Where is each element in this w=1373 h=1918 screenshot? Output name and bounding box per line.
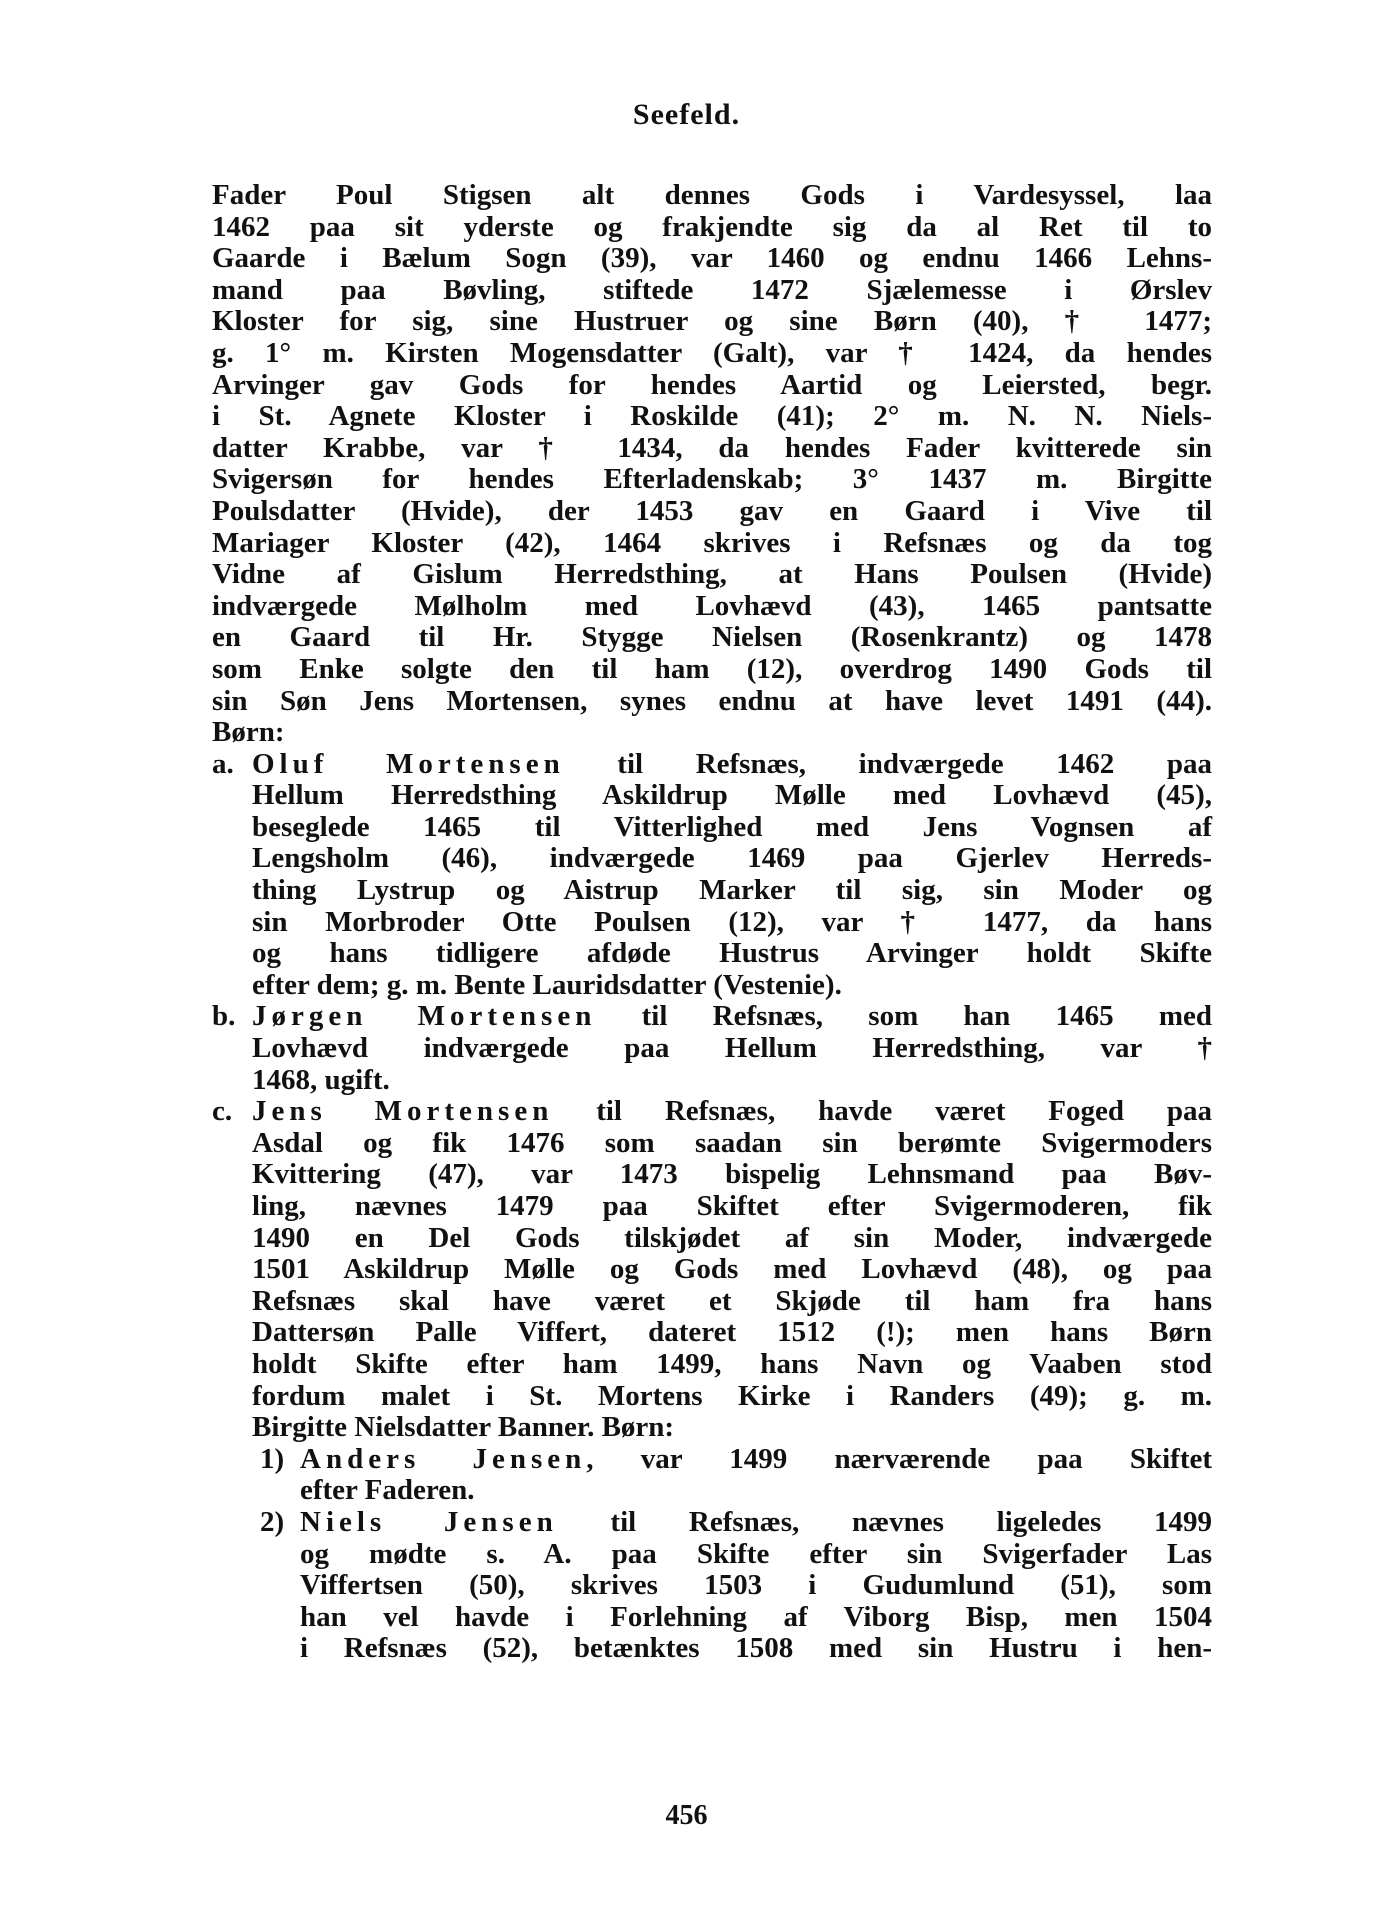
person-name: Jørgen Mortensen: [252, 1000, 597, 1033]
person-name: Anders Jensen: [300, 1442, 587, 1475]
text-line: indværgede Mølholm med Lovhævd (43), 1465 pantsatte: [212, 589, 1212, 622]
person-name: Niels Jensen: [300, 1505, 558, 1538]
text-line: Poulsdatter (Hvide), der 1453 gav en Gaard i Vive til: [212, 494, 1212, 527]
text-line: Hellum Herredsthing Askildrup Mølle med Lovhævd (45),: [252, 779, 1212, 812]
text-line: fordum malet i St. Mortens Kirke i Randers (49); g. m.: [252, 1379, 1212, 1412]
text-line: datter Krabbe, var † 1434, da hendes Fader kvitterede sin: [212, 431, 1212, 464]
child-entry-a: [212, 749, 1212, 1002]
text-line: efter Faderen.: [300, 1474, 475, 1507]
text-line: en Gaard til Hr. Stygge Nielsen (Rosenkrantz) og 1478: [212, 621, 1212, 654]
entry-first-line: [212, 1507, 1212, 1539]
entry-first-line-rest: til Refsnæs, indværgede 1462 paa: [564, 747, 1213, 780]
text-line: Dattersøn Palle Viffert, dateret 1512 (!); men hans Børn: [252, 1316, 1212, 1349]
child-entry-c: [212, 1096, 1212, 1444]
text-line: Lengsholm (46), indværgede 1469 paa Gjerlev Herreds-: [252, 842, 1212, 875]
entry-marker: c.: [212, 1095, 233, 1128]
text-line: sin Søn Jens Mortensen, synes endnu at have levet 1491 (44).: [212, 684, 1212, 717]
entry-first-line: [212, 1096, 1212, 1128]
entry-first-line: [212, 1444, 1212, 1476]
text-line: Fader Poul Stigsen alt dennes Gods i Vardesyssel, laa: [212, 179, 1212, 211]
intro-paragraph: [212, 180, 1212, 749]
text-line: Vidne af Gislum Herredsthing, at Hans Poulsen (Hvide): [212, 558, 1212, 591]
entry-first-line-rest: , var 1499 nærværende paa Skiftet: [586, 1442, 1212, 1475]
entry-first-line-rest: til Refsnæs, som han 1465 med: [596, 1000, 1212, 1033]
grandchild-entry-2: [212, 1507, 1212, 1665]
text-line: ling, nævnes 1479 paa Skiftet efter Svigermoderen, fik: [252, 1190, 1212, 1222]
entry-marker: 2): [260, 1505, 285, 1538]
text-line: Asdal og fik 1476 som saadan sin berømte Svigermoders: [252, 1126, 1212, 1159]
person-name: Jens Mortensen: [252, 1095, 554, 1128]
grandchild-entry-1: [212, 1444, 1212, 1507]
text-line: Lovhævd indværgede paa Hellum Herredsthing, var †: [252, 1032, 1212, 1065]
text-line: 1462 paa sit yderste og frakjendte sig da al Ret til to: [212, 210, 1212, 243]
text-line: Refsnæs skal have været et Skjøde til ham fra hans: [252, 1284, 1212, 1317]
text-line: Kloster for sig, sine Hustruer og sine Børn (40), † 1477;: [212, 305, 1212, 338]
text-line: 1501 Askildrup Mølle og Gods med Lovhævd (48), og paa: [252, 1253, 1212, 1286]
text-line: Gaarde i Bælum Sogn (39), var 1460 og endnu 1466 Lehns-: [212, 242, 1212, 275]
entry-first-line-rest: til Refsnæs, havde været Foged paa: [553, 1095, 1212, 1128]
text-line: og hans tidligere afdøde Hustrus Arvinger holdt Skifte: [252, 937, 1212, 970]
text-line: mand paa Bøvling, stiftede 1472 Sjælemesse i Ørslev: [212, 273, 1212, 306]
text-line: Svigersøn for hendes Efterladenskab; 3° 1437 m. Birgitte: [212, 463, 1212, 496]
text-line: i St. Agnete Kloster i Roskilde (41); 2° m. N. N. Niels-: [212, 400, 1212, 433]
text-line: og mødte s. A. paa Skifte efter sin Svigerfader Las: [300, 1537, 1212, 1570]
text-line: han vel havde i Forlehning af Viborg Bisp, men 1504: [300, 1600, 1212, 1633]
text-line: Arvinger gav Gods for hendes Aartid og Leiersted, begr.: [212, 368, 1212, 401]
entry-marker: 1): [260, 1442, 285, 1475]
page-number: 456: [665, 1800, 708, 1831]
entry-first-line: [212, 749, 1212, 781]
person-name: Oluf Mortensen: [252, 747, 565, 780]
entry-marker: b.: [212, 1000, 236, 1033]
text-line: efter dem; g. m. Bente Lauridsdatter (Vestenie).: [252, 968, 842, 1001]
page-header: Seefeld.: [632, 98, 741, 131]
text-line: thing Lystrup og Aistrup Marker til sig, sin Moder og: [252, 874, 1212, 907]
entry-first-line-rest: til Refsnæs, nævnes ligeledes 1499: [557, 1505, 1212, 1538]
text-line: 1468, ugift.: [252, 1063, 390, 1096]
text-line: Mariager Kloster (42), 1464 skrives i Refsnæs og da tog: [212, 526, 1212, 559]
text-line: g. 1° m. Kirsten Mogensdatter (Galt), var † 1424, da hendes: [212, 336, 1212, 369]
entry-marker: a.: [212, 747, 234, 780]
entry-first-line: [212, 1001, 1212, 1033]
child-entry-b: [212, 1001, 1212, 1096]
body-text: [212, 180, 1212, 1665]
text-line: sin Morbroder Otte Poulsen (12), var † 1477, da hans: [252, 905, 1212, 938]
text-line: Børn:: [212, 716, 285, 749]
text-line: Kvittering (47), var 1473 bispelig Lehnsmand paa Bøv-: [252, 1158, 1212, 1191]
text-line: 1490 en Del Gods tilskjødet af sin Moder, indværgede: [252, 1221, 1212, 1254]
text-line: beseglede 1465 til Vitterlighed med Jens Vognsen af: [252, 810, 1212, 843]
text-line: som Enke solgte den til ham (12), overdrog 1490 Gods til: [212, 652, 1212, 685]
text-line: holdt Skifte efter ham 1499, hans Navn og Vaaben stod: [252, 1347, 1212, 1380]
text-line: i Refsnæs (52), betænktes 1508 med sin Hustru i hen-: [300, 1632, 1212, 1665]
text-line: Viffertsen (50), skrives 1503 i Gudumlund (51), som: [300, 1569, 1212, 1602]
text-line: Birgitte Nielsdatter Banner. Børn:: [252, 1411, 675, 1444]
